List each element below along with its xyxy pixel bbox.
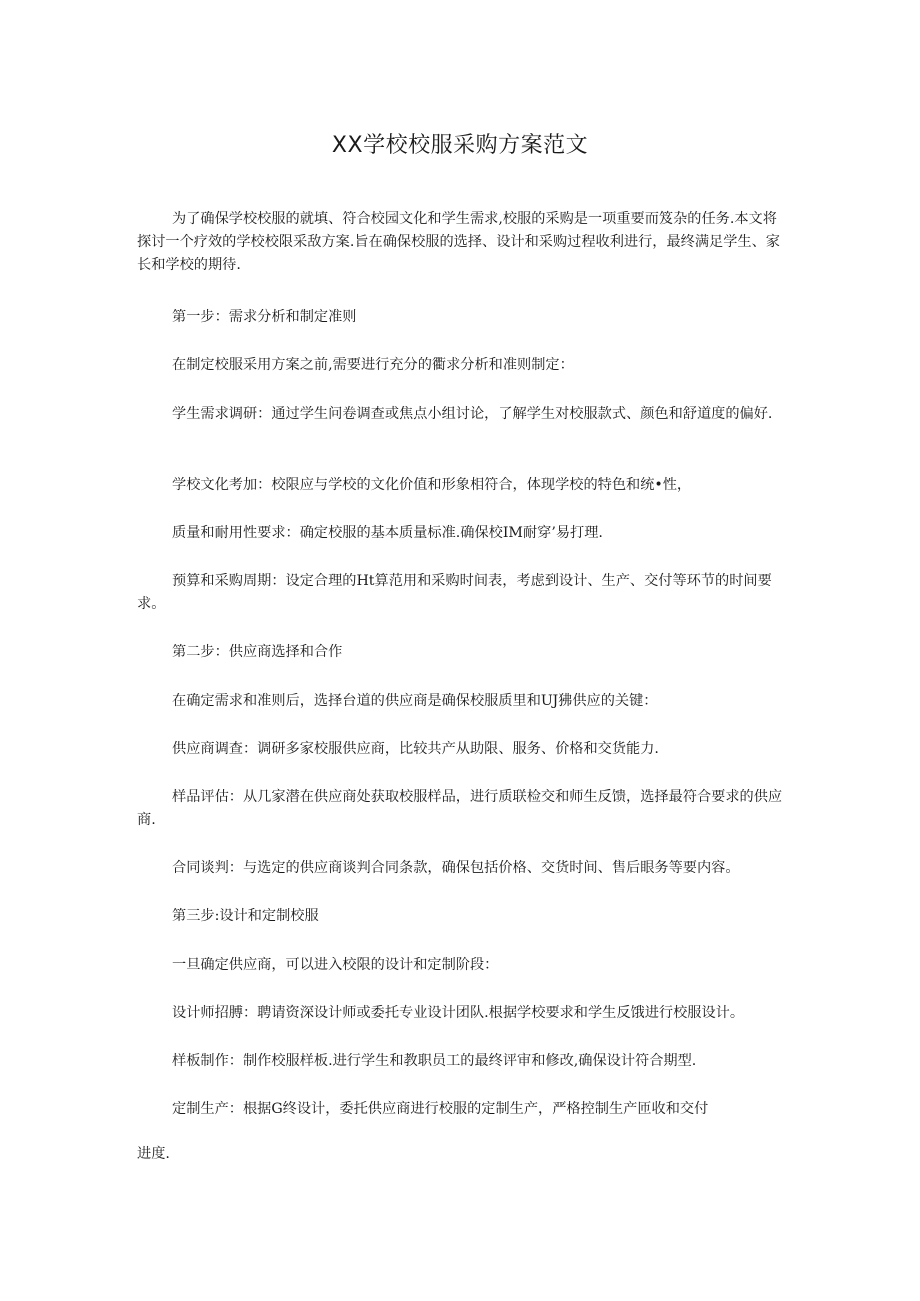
paragraph-quality: 质量和耐用性要求：确定校服的基本质量标准.确保校IM耐穿’易打理. <box>172 525 603 541</box>
paragraph-production: 定制生产：根据G终设计，委托供应商进行校服的定制生产，严格控制生产匝收和交付 <box>172 1101 709 1117</box>
paragraph-intro: 为了确保学校校服的就填、符合校园文化和学生需求,校服的采购是一项重要而笈杂的任务.本文将探讨一个疗效的学校校限采敌方案.旨在确保校服的选择、设计和采购过程收利进行，最终满足学生、家长和学校的期待. <box>137 211 780 273</box>
section-heading-step2: 第二步：供应商选择和合作 <box>172 644 343 660</box>
paragraph-budget: 预算和采购周期：设定合理的Ht算范用和采购时间表，考虑到设计、生产、交付等环节的时间要求。 <box>137 573 772 612</box>
section-heading-step3: 第三步:设计和定制校服 <box>172 908 319 924</box>
paragraph-step2-intro: 在确定需求和准则后，选择台道的供应商是确保校服质里和UJ狒供应的关键： <box>172 693 658 709</box>
paragraph-step3-intro: 一旦确定供应商，可以进入校限的设计和定制阶段： <box>172 957 499 973</box>
document-title: XX学校校服采购方案范文 <box>331 133 589 158</box>
paragraph-student-survey: 学生需求调研：通过学生问卷调查或焦点小组讨论，了解学生对校服款式、颜色和舒道度的偏好. <box>172 406 773 422</box>
paragraph-supplier-survey: 供应商调查：调研多家校服供应商，比较共产从助限、服务、价格和交货能力. <box>172 741 659 757</box>
paragraph-contract: 合同谈判：与选定的供应商谈判合同条款，确保包括价格、交货时间、售后眼务等要内容。 <box>172 860 740 876</box>
paragraph-production-continued: 进度. <box>137 1146 170 1162</box>
paragraph-sample-making: 样板制作：制作校服样板.进行学生和教职员工的最终评审和修改,确保设计符合期型. <box>172 1053 697 1069</box>
paragraph-school-culture: 学校文化考加：校限应与学校的文化价值和形象相符合，体现学校的特色和统•性， <box>172 477 692 493</box>
paragraph-designer: 设计师招膊：聘请资深设计师或委托专业设计团队.根据学校要求和学生反饿进行校服设计。 <box>172 1005 745 1021</box>
section-heading-step1: 第一步：需求分析和制定准则 <box>172 309 357 325</box>
paragraph-sample-eval: 样品评估：从几家潜在供应商处获取校服样品，进行质联检交和师生反馈，选择最符合要求的供应商. <box>137 789 783 828</box>
paragraph-step1-intro: 在制定校服采用方案之前,需要进行充分的衢求分析和准则制定： <box>172 357 574 373</box>
